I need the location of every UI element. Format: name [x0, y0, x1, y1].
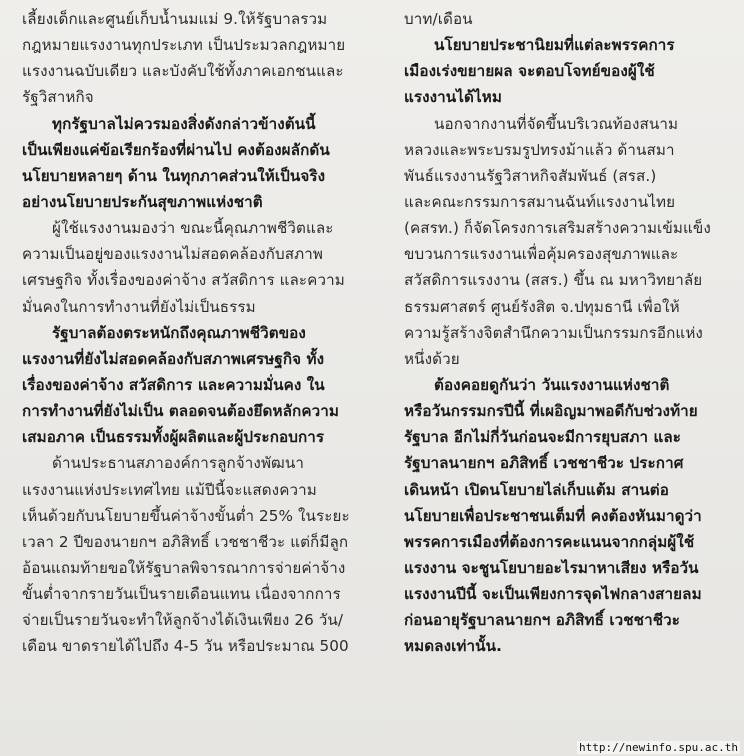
- text-line: ทุกรัฐบาลไม่ควรมองสิ่งดังกล่าวข้างต้นนี้: [52, 114, 316, 133]
- text-line: ขบวนการแรงงานเพื่อคุ้มครองสุขภาพและ: [404, 245, 679, 264]
- left-column: [22, 6, 378, 660]
- text-line: ความเป็นอยู่ของแรงงานไม่สอดคล้องกับสภาพ: [22, 245, 323, 264]
- text-line: นโยบายประชานิยมที่แต่ละพรรคการ: [434, 36, 675, 55]
- text-line: มั่นคงในการทำงานที่ยังไม่เป็นธรรม: [22, 297, 256, 316]
- text-line: เศรษฐกิจ ทั้งเรื่องของค่าจ้าง สวัสดิการ และความ: [22, 271, 345, 290]
- text-line: อย่างนโยบายประกันสุขภาพแห่งชาติ: [22, 192, 263, 211]
- source-url[interactable]: http://newinfo.spu.ac.th: [579, 741, 738, 754]
- text-line: เรื่องของค่าจ้าง สวัสดิการ และความมั่นคง ใน: [22, 375, 325, 394]
- text-line: เวลา 2 ปีของนายกฯ อภิสิทธิ์ เวชชาชีวะ แต่ก็มีลูก: [22, 532, 349, 551]
- text-line: ผู้ใช้แรงงานมองว่า ขณะนี้คุณภาพชีวิตและ: [52, 219, 334, 238]
- text-line: หนึ่งด้วย: [404, 349, 460, 368]
- text-line: เดือน ขาดรายได้ไปถึง 4-5 วัน หรือประมาณ 500: [22, 637, 349, 656]
- text-line: พรรคการเมืองที่ต้องการคะแนนจากกลุ่มผู้ใช้: [404, 532, 695, 551]
- text-line: ธรรมศาสตร์ ศูนย์รังสิต จ.ปทุมธานี เพื่อให้: [404, 297, 680, 316]
- text-line: (คสรท.) ก็จัดโครงการเสริมสร้างความเข้มแข็ง: [404, 219, 711, 238]
- text-line: ก่อนอายุรัฐบาลนายกฯ อภิสิทธิ์ เวชชาชีวะ: [404, 611, 681, 630]
- text-line: พันธ์แรงงานรัฐวิสาหกิจสัมพันธ์ (สรส.): [404, 166, 657, 185]
- text-line: การทำงานที่ยังไม่เป็น ตลอดจนต้องยึดหลักความ: [22, 402, 339, 421]
- text-line: จ่ายเป็นรายวันจะทำให้ลูกจ้างได้เงินเพียง 26 วัน/: [22, 611, 344, 630]
- right-column: [404, 6, 734, 660]
- text-line: แรงงานได้ไหม: [404, 88, 502, 107]
- text-line: รัฐบาลนายกฯ อภิสิทธิ์ เวชชาชีวะ ประกาศ: [404, 454, 684, 473]
- text-line: รัฐบาล อีกไม่กี่วันก่อนจะมีการยุบสภา และ: [404, 428, 682, 447]
- text-line: นโยบายหลายๆ ด้าน ในทุกภาคส่วนให้เป็นจริง: [22, 166, 326, 185]
- text-line: แรงงานปีนี้ จะเป็นเพียงการจุดไฟกลางสายลม: [404, 585, 702, 604]
- text-line: เสมอภาค เป็นธรรมทั้งผู้ผลิตและผู้ประกอบการ: [22, 428, 325, 447]
- text-line: เห็นด้วยกับนโยบายขึ้นค่าจ้างขั้นต่ำ 25% ในระยะ: [22, 506, 350, 525]
- text-line: ต้องคอยดูกันว่า วันแรงงานแห่งชาติ: [434, 375, 670, 394]
- text-line: และคณะกรรมการสมานฉันท์แรงงานไทย: [404, 192, 676, 211]
- text-line: ความรู้สร้างจิตสำนึกความเป็นกรรมกรอีกแห่ง: [404, 323, 703, 342]
- text-line: แรงงานฉบับเดียว และบังคับใช้ทั้งภาคเอกชนและ: [22, 62, 344, 81]
- text-line: หมดลงเท่านั้น.: [404, 637, 502, 656]
- text-line: หรือวันกรรมกรปีนี้ ที่เผอิญมาพอดีกับช่วงท้าย: [404, 402, 698, 421]
- text-line: อ้อนแถมท้ายขอให้รัฐบาลพิจารณาการจ่ายค่าจ้าง: [22, 558, 346, 577]
- text-line: บาท/เดือน: [404, 10, 473, 28]
- text-line: แรงงานที่ยังไม่สอดคล้องกับสภาพเศรษฐกิจ ทั้ง: [22, 349, 325, 368]
- text-line: นโยบายเพื่อประชาชนเต็มที่ คงต้องหันมาดูว่า: [404, 506, 702, 525]
- text-line: หลวงและพระบรมรูปทรงม้าแล้ว ด้านสมา: [404, 140, 675, 159]
- text-line: แรงงาน จะชูนโยบายอะไรมาหาเสียง หรือวัน: [404, 558, 699, 577]
- text-line: เป็นเพียงแค่ข้อเรียกร้องที่ผ่านไป คงต้องผลักดัน: [22, 140, 330, 159]
- text-line: เมืองเร่งขยายผล จะตอบโจทย์ของผู้ใช้: [404, 62, 655, 81]
- text-line: รัฐบาลต้องตระหนักถึงคุณภาพชีวิตของ: [52, 323, 306, 342]
- text-line: ด้านประธานสภาองค์การลูกจ้างพัฒนา: [52, 454, 304, 473]
- text-line: สวัสดิการแรงงาน (สสร.) ขึ้น ณ มหาวิทยาลัย: [404, 271, 703, 290]
- text-line: นอกจากงานที่จัดขึ้นบริเวณท้องสนาม: [434, 114, 679, 133]
- text-line: เลี้ยงเด็กและศูนย์เก็บน้ำนมแม่ 9.ให้รัฐบาลรวม: [22, 10, 328, 28]
- text-line: แรงงานแห่งประเทศไทย แม้ปีนี้จะแสดงความ: [22, 480, 317, 499]
- text-line: เดินหน้า เปิดนโยบายไล่เก็บแต้ม สานต่อ: [404, 480, 669, 499]
- text-line: ขั้นต่ำจากรายวันเป็นรายเดือนแทน เนื่องจากการ: [22, 585, 341, 604]
- text-line: รัฐวิสาหกิจ: [22, 88, 94, 107]
- text-line: กฎหมายแรงงานทุกประเภท เป็นประมวลกฎหมาย: [22, 36, 346, 55]
